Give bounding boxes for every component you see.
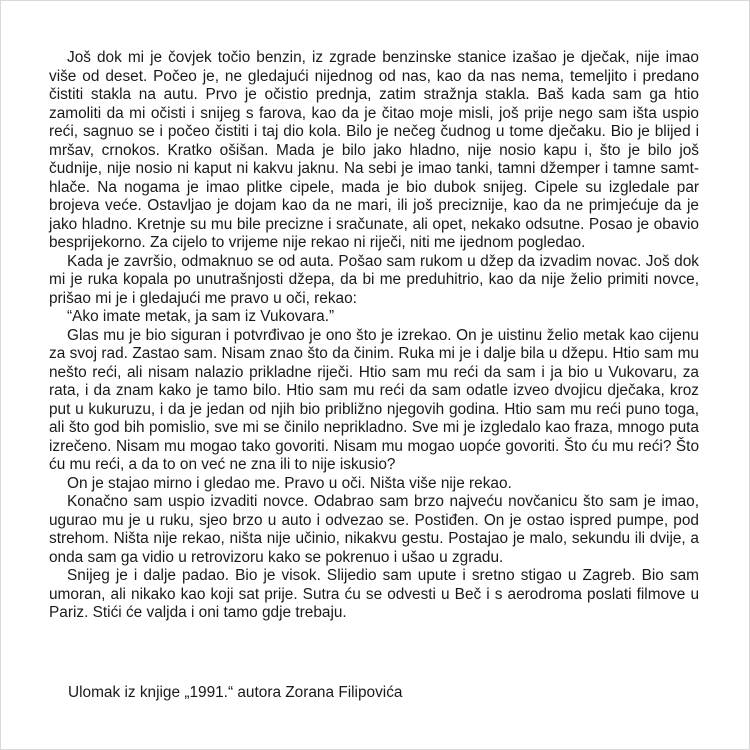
quote-paragraph: “Ako imate metak, ja sam iz Vukovara.” [67, 308, 335, 325]
paragraph: Kada je završio, odmaknuo se od auta. Pošao sam rukom u džep da izvadim novac. Još dok mi je ruka kopala po unutrašnjosti džepa, da bi me preduhitrio, kao da nije želio primiti novce, prišao mi je i gledajući me pravo u oči, rekao: [49, 252, 699, 307]
paragraph: Snijeg je i dalje padao. Bio je visok. Slijedio sam upute i sretno stigao u Zagreb. Bio sam umoran, ali nikako kao koji sat prije. Sutra ću se odvesti u Beč i s aerodroma poslati filmove u Pariz. Stići će valjda i oni tamo gdje trebaju. [49, 567, 699, 621]
paragraph: Konačno sam uspio izvaditi novce. Odabrao sam brzo najveću novčanicu što sam je imao, ugurao mu je u ruku, sjeo brzo u auto i odvezao se. Postiđen. On je ostao ispred pumpe, pod strehom. Ništa nije rekao, ništa nije učinio, nikakvu gestu. Postajao je malo, sekundu ili dvije, a onda sam ga vidio u retrovizoru kako se pokrenuo i ušao u zgradu. [49, 493, 699, 566]
paragraph: Još dok mi je čovjek točio benzin, iz zgrade benzinske stanice izašao je dječak, nije imao više od deset. Počeo je, ne gledajući nijednog od nas, kao da nas nema, temeljito i predano čistiti stakla na autu. Prvo je očistio prednja, zatim stražnja stakla. Baš kada sam ga htio zamoliti da mi očisti i snijeg s farova, kao da je čitao moje misli, još prije nego sam išta uspio reći, sagnuo se i počeo čistiti i taj dio kola. Bilo je nečeg čudnog u tome dječaku. Bio je blijed i mršav, crnokos. Kratko ošišan. Mada je bilo jako hladno, nije nosio kapu i, što je bilo još čudnije, nije nosio ni kaput ni kakvu jaknu. Na sebi je imao tanki, tamni džemper i tamne samt-hlače. Na nogama je imao plitke cipele, mada je bio dubok snijeg. Cipele su izgledale par brojeva veće. Ostavljao je dojam kao da ne mari, ili još preciznije, kao da ne primjećuje da je jako hladno. Kretnje su mu bile precizne i sračunate, ali opet, nekako odsutne. Posao je obavio besprijekorno. Za cijelo to vrijeme nije rekao ni riječi, niti me ijednom pogledao. [49, 49, 699, 251]
story-text [49, 49, 699, 623]
paragraph: Glas mu je bio siguran i potvrđivao je ono što je izrekao. On je uistinu želio metak kao cijenu za svoj rad. Zastao sam. Nisam znao što da činim. Ruka mi je i dalje bila u džepu. Htio sam mu nešto reći, ali nisam nalazio prikladne riječi. Htio sam mu reći da sam i ja bio u Vukovaru, za rata, i da znam kako je tamo bilo. Htio sam mu reći da sam odatle izveo dvojicu dječaka, kroz put u kukuruzu, i da je jedan od njih bio približno njegovih godina. Htio sam mu reći puno toga, ali što god bih pomislio, sve mi se činilo neprikladno. Sve mi je izgledalo kao fraza, mnogo puta izrečeno. Nisam mu mogao tako govoriti. Nisam mu mogao uopće govoriti. Što ću mu reći? Što ću mu reći, a da to on već ne zna ili to nije iskusio? [49, 326, 699, 473]
paragraph: On je stajao mirno i gledao me. Pravo u oči. Ništa više nije rekao. [67, 474, 512, 492]
source-caption: Ulomak iz knjige „1991.“ autora Zorana Filipovića [68, 684, 403, 701]
